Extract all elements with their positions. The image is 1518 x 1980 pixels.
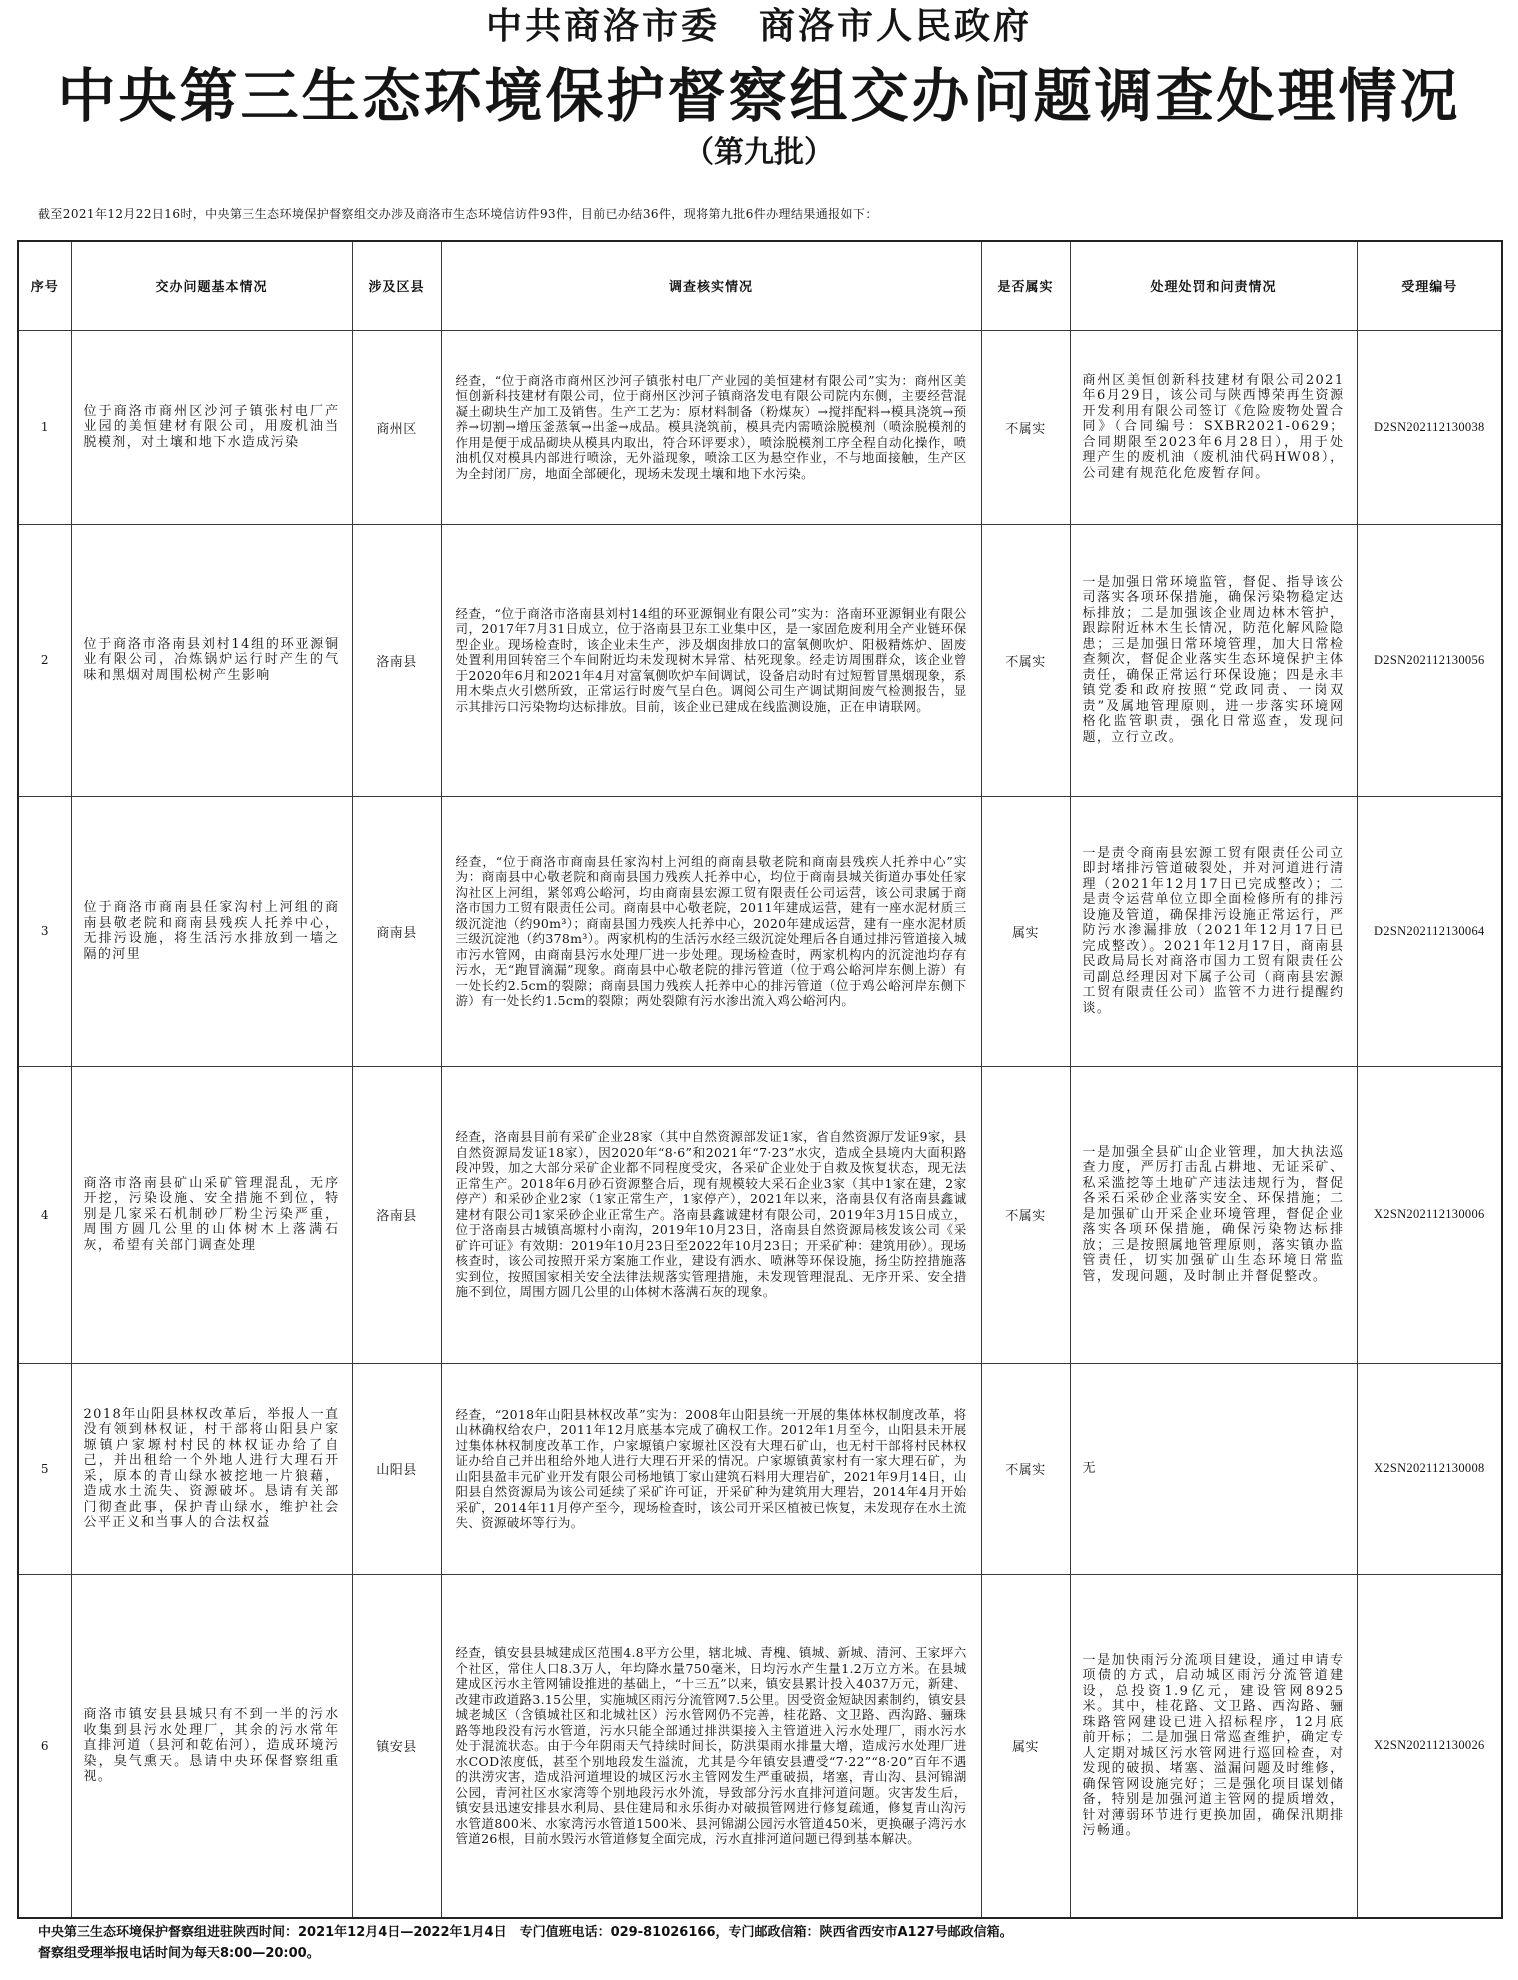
cell-case-no: X2SN202112130006 bbox=[1357, 1066, 1502, 1363]
intro-text: 截至2021年12月22日16时，中央第三生态环境保护督察组交办涉及商洛市生态环境信访件93件，目前已办结36件，现将第九批6件办理结果通报如下： bbox=[38, 207, 878, 221]
cell-district: 商南县 bbox=[352, 796, 441, 1066]
issue-text: 2018年山阳县林权改革后，举报人一直没有领到林权证，村干部将山阳县户家塬镇户家塬村村民的林权证办给了自己，并出租给一个外地人进行大理石开采，原本的青山绿水被挖地一片狼藉，造成水土流失、资源破坏。恳请有关部门彻查此事，保护青山绿水，维护社会公平正义和当事人的合法权益 bbox=[83, 1406, 340, 1530]
handling-text: 一是加快雨污分流项目建设，通过申请专项债的方式，启动城区雨污分流管道建设，总投资1.9亿元，建设管网8925米。其中，桂花路、文卫路、西沟路、骊珠路管网建设已进入招标程序，12月底前开标；二是加强日常巡查维护，确定专人定期对城区污水管网进行巡回检查，对发现的破损、堵塞、溢漏问题及时维修，确保管网设施完好；三是强化项目谋划储备，特别是加强河道主管网的提质增效，针对薄弱环节进行更换加固，确保汛期排污畅通。 bbox=[1082, 1652, 1345, 1839]
cell-case-no: X2SN202112130008 bbox=[1357, 1363, 1502, 1574]
cell-district: 洛南县 bbox=[352, 524, 441, 796]
table-row bbox=[18, 1363, 1502, 1574]
table-row bbox=[18, 524, 1502, 796]
cell-seq: 4 bbox=[18, 1066, 71, 1363]
cell-handling bbox=[1070, 524, 1357, 796]
cell-issue bbox=[71, 1574, 352, 1918]
handling-text: 一是加强全县矿山企业管理，加大执法巡查力度，严厉打击乱占耕地、无证采矿、私采滥挖等土地矿产违法违规行为，督促各采石采砂企业落实安全、环保措施；二是加强矿山开采企业环境管理，督促企业落实各项环保措施，确保污染物达标排放；三是按照属地管理原则，落实镇办监管责任，切实加强矿山生态环境日常监管，发现问题，及时制止并督促整改。 bbox=[1082, 1144, 1345, 1284]
cell-investigation bbox=[441, 796, 981, 1066]
investigation-text: 经查，“2018年山阳县林权改革”实为：2008年山阳县统一开展的集体林权制度改革，将山林确权给农户，2011年12月底基本完成了确权工作。2012年1月至今，山阳县未开展过集体林权制度改革工作，户家塬镇户家塬社区没有大理石矿山，也无村干部将村民林权证办给自己并出租给外地人进行大理石开采的情况。户家塬镇黄家村有一家大理石矿，为山阳县盈丰元矿业开发有限公司杨地镇丁家山建筑石料用大理岩矿，2021年9月14日，山阳县自然资源局为该公司延续了采矿许可证，开采矿种为建筑用大理岩，2014年4月开始采矿，2014年11月停产至今，现场检查时，该公司开采区植被已恢复，未发现存在水土流失、资源破坏等行为。 bbox=[455, 1406, 967, 1530]
cell-verified: 属实 bbox=[981, 796, 1070, 1066]
cell-verified: 属实 bbox=[981, 1574, 1070, 1918]
investigation-text: 经查，“位于商洛市商南县任家沟村上河组的商南县敬老院和商南县残疾人托养中心”实为：商南县中心敬老院和商南县国力残疾人托养中心，均位于商南县城关街道办事处任家沟社区上河组，紧邻鸡公峪河，均由商南县宏源工贸有限责任公司运营，该公司隶属于商洛市国力工贸有限责任公司。商南县中心敬老院，2011年建成运营，建有一座水泥材质三级沉淀池（约90m³）；商南县国力残疾人托养中心，2020年建成运营，建有一座水泥材质三级沉淀池（约378m³）。两家机构的生活污水经三级沉淀处理后各自通过排污管道接入城市污水管网，由商南县污水处理厂进一步处理。现场检查时，两家机构内的沉淀池均存有污水，无“跑冒滴漏”现象。商南县中心敬老院的排污管道（位于鸡公峪河岸东侧上游）有一处长约2.5cm的裂隙；商南县国力残疾人托养中心的排污管道（位于鸡公峪河岸东侧下游）有一处长约1.5cm的裂隙；两处裂隙有污水渗出流入鸡公峪河内。 bbox=[455, 853, 967, 1008]
cell-district: 山阳县 bbox=[352, 1363, 441, 1574]
footer-line-2: 督察组受理举报电话时间为每天8:00—20:00。 bbox=[38, 1946, 320, 1961]
issue-text: 位于商洛市商州区沙河子镇张村电厂产业园的美恒建材有限公司，用废机油当脱模剂，对土壤和地下水造成污染 bbox=[83, 403, 340, 450]
cell-seq: 3 bbox=[18, 796, 71, 1066]
header-handling: 处理处罚和问责情况 bbox=[1070, 241, 1357, 330]
cell-case-no: D2SN202112130038 bbox=[1357, 330, 1502, 524]
cell-handling bbox=[1070, 330, 1357, 524]
cell-case-no: X2SN202112130026 bbox=[1357, 1574, 1502, 1918]
cell-handling bbox=[1070, 1363, 1357, 1574]
cell-issue bbox=[71, 330, 352, 524]
cell-verified: 不属实 bbox=[981, 1066, 1070, 1363]
table-row bbox=[18, 1574, 1502, 1918]
cell-issue bbox=[71, 1363, 352, 1574]
handling-text: 一是责令商南县宏源工贸有限责任公司立即封堵排污管道破裂处，并对河道进行清理（2021年12月17日已完成整改）；二是责令运营单位立即全面检修所有的排污设施及管道，确保排污设施正常运行，严防污水渗漏排放（2021年12月17日已完成整改）。2021年12月17日，商南县民政局局长对商洛市国力工贸有限责任公司副总经理因对下属子公司（商南县宏源工贸有限责任公司）监管不力进行提醒约谈。 bbox=[1082, 845, 1345, 1016]
cell-investigation bbox=[441, 330, 981, 524]
cell-handling bbox=[1070, 1574, 1357, 1918]
investigation-text: 经查，“位于商洛市洛南县刘村14组的环亚源铜业有限公司”实为：洛南环亚源铜业有限公司，2017年7月31日成立，位于洛南县卫东工业集中区，是一家固危废利用全产业链环保型企业。现场检查时，该企业未生产，涉及烟囱排放口的富氧侧吹炉、阳极精炼炉、固废处置利用回转窑三个车间附近均未发现树木异常、枯死现象。经走访周围群众，该企业曾于2020年6月和2021年4月对富氧侧吹炉车间调试，设备启动时有过短暂冒黑烟现象，系用木柴点火引燃所致，正常运行时废气呈白色。调阅公司生产调试期间废气检测报告，显示其排污口污染物均达标排放。目前，该企业已建成在线监测设施，正在申请联网。 bbox=[455, 605, 967, 714]
cell-seq: 1 bbox=[18, 330, 71, 524]
issue-text: 位于商洛市洛南县刘村14组的环亚源铜业有限公司，冶炼锅炉运行时产生的气味和黑烟对周围松树产生影响 bbox=[83, 636, 340, 683]
table-row bbox=[18, 796, 1502, 1066]
cell-handling bbox=[1070, 1066, 1357, 1363]
batch-label: （第九批） bbox=[684, 135, 834, 170]
cell-issue bbox=[71, 1066, 352, 1363]
cell-issue bbox=[71, 796, 352, 1066]
cell-seq: 6 bbox=[18, 1574, 71, 1918]
cell-investigation bbox=[441, 1574, 981, 1918]
header-investigation: 调查核实情况 bbox=[441, 241, 981, 330]
issue-text: 商洛市镇安县县城只有不到一半的污水收集到县污水处理厂，其余的污水常年直排河道（县河和乾佑河），造成环境污染，臭气熏天。恳请中央环保督察组重视。 bbox=[83, 1707, 340, 1784]
investigation-text: 经查，“位于商洛市商州区沙河子镇张村电厂产业园的美恒建材有限公司”实为：商州区美恒创新科技建材有限公司，位于商州区沙河子镇商洛发电有限公司院内东侧，主要经营混凝土砌块生产加工及销售。生产工艺为：原材料制备（粉煤灰）→搅拌配料→模具浇筑→预养→切割→增压釜蒸氧→出釜→成品。模具浇筑前，模具壳内需喷涂脱模剂（喷涂脱模剂的作用是便于成品砌块从模具内取出，符合环评要求），喷涂脱模剂工序全程自动化操作，喷油机仅对模具内部进行喷涂，无外溢现象，喷涂工区为悬空作业，不与地面接触，生产区为全封闭厂房，地面全部硬化，现场未发现土壤和地下水污染。 bbox=[455, 372, 967, 481]
table-row bbox=[18, 330, 1502, 524]
issue-text: 商洛市洛南县矿山采矿管理混乱，无序开挖，污染设施、安全措施不到位，特别是几家采石机制砂厂粉尘污染严重，周围方圆几公里的山体树木上落满石灰，希望有关部门调查处理 bbox=[83, 1175, 340, 1253]
cell-case-no: D2SN202112130064 bbox=[1357, 796, 1502, 1066]
table-header-row bbox=[18, 241, 1502, 330]
header-issue: 交办问题基本情况 bbox=[71, 241, 352, 330]
cell-investigation bbox=[441, 1363, 981, 1574]
cell-district: 洛南县 bbox=[352, 1066, 441, 1363]
header-case-no: 受理编号 bbox=[1357, 241, 1502, 330]
cell-verified: 不属实 bbox=[981, 330, 1070, 524]
cell-investigation bbox=[441, 524, 981, 796]
cell-verified: 不属实 bbox=[981, 1363, 1070, 1574]
footer-line-1: 中央第三生态环境保护督察组进驻陕西时间：2021年12月4日—2022年1月4日 专门值班电话：029-81026166，专门邮政信箱：陕西省西安市A127号邮政信箱。 bbox=[38, 1925, 1013, 1940]
investigation-text: 经查，洛南县目前有采矿企业28家（其中自然资源部发证1家，省自然资源厅发证9家，县自然资源局发证18家），因2020年“8·6”和2021年“7·23”水灾，造成全县境内大面积路段冲毁，加之大部分采矿企业都不同程度受灾，各采矿企业处于自救及恢复状态，现无法正常生产。2018年6月砂石资源整合后，现有规模较大采石企业3家（其中1家在建，2家停产）和采砂企业2家（1家正常生产，1家停产），2021年以来，洛南县仅有洛南县鑫诚建材有限公司1家采砂企业正常生产。洛南县鑫诚建材有限公司，2019年3月15日成立，位于洛南县古城镇高塬村小南沟，2019年10月23日，洛南县自然资源局核发该公司《采矿许可证》有效期：2019年10月23日至2022年10月23日；开采矿种：建筑用砂）。现场核查时，该公司按照开采方案施工作业，建设有洒水、喷淋等环保设施，扬尘防控措施落实到位，按照国家相关安全法律法规落实管理措施，未发现管理混乱、无序开采、安全措施不到位，周围方圆几公里的山体树木落满石灰的现象。 bbox=[455, 1129, 967, 1300]
issue-text: 位于商洛市商南县任家沟村上河组的商南县敬老院和商南县残疾人托养中心，无排污设施，将生活污水排放到一墙之隔的河里 bbox=[83, 900, 340, 962]
handling-text: 无 bbox=[1082, 1460, 1097, 1476]
cell-handling bbox=[1070, 796, 1357, 1066]
publisher-line: 中共商洛市委 商洛市人民政府 bbox=[485, 5, 1032, 47]
page-title: 中央第三生态环境保护督察组交办问题调查处理情况 bbox=[57, 62, 1461, 130]
cell-district: 镇安县 bbox=[352, 1574, 441, 1918]
cases-table bbox=[17, 240, 1503, 1919]
table-row bbox=[18, 1066, 1502, 1363]
cell-verified: 不属实 bbox=[981, 524, 1070, 796]
cell-issue bbox=[71, 524, 352, 796]
handling-text: 商州区美恒创新科技建材有限公司2021年6月29日，该公司与陕西博荣再生资源开发利用有限公司签订《危险废物处置合同》（合同编号：SXBR2021-0629；合同期限至2023年6月28日），用于处理产生的废机油（废机油代码HW08），公司建有规范化危废暂存间。 bbox=[1082, 372, 1345, 481]
handling-text: 一是加强日常环境监管，督促、指导该公司落实各项环保措施，确保污染物稳定达标排放；二是加强该企业周边林木管护，跟踪附近林木生长情况，防范化解风险隐患；三是加强日常环境管理，加大日常检查频次，督促企业落实生态环境保护主体责任，确保正常运行环保设施；四是永丰镇党委和政府按照“党政同责、一岗双责”及属地管理原则，进一步落实环境网格化监管职责，强化日常巡查，发现问题，立行立改。 bbox=[1082, 574, 1345, 745]
header-seq: 序号 bbox=[18, 241, 71, 330]
cell-seq: 2 bbox=[18, 524, 71, 796]
cell-investigation bbox=[441, 1066, 981, 1363]
header-verified: 是否属实 bbox=[981, 241, 1070, 330]
cell-case-no: D2SN202112130056 bbox=[1357, 524, 1502, 796]
header-district: 涉及区县 bbox=[352, 241, 441, 330]
cell-seq: 5 bbox=[18, 1363, 71, 1574]
investigation-text: 经查，镇安县县城建成区范围4.8平方公里，辖北城、青槐、镇城、新城、清河、王家坪六个社区，常住人口8.3万人，年均降水量750毫米，日均污水产生量1.2万立方米。在县城建成区污水主管网铺设推进的基础上，“十三五”以来，镇安县累计投入4037万元，新建、改建市政道路3.15公里，实施城区雨污分流管网7.5公里。因受资金短缺因素制约，镇安县城老城区（含镇城社区和北城社区）污水管网仍不完善，桂花路、文卫路、西沟路、骊珠路等地段没有污水管道，污水只能全部通过排洪渠接入主管道进入污水处理厂，雨水污水处于混流状态。由于今年阴雨天气持续时间长，防洪渠雨水排量大增，造成污水处理厂进水COD浓度低，甚至个别地段发生溢流，尤其是今年镇安县遭受“7·22”“8·20”百年不遇的洪涝灾害，造成沿河道埋设的城区污水主管网发生严重破损，堵塞，青山沟、县河锦湖公园，青河社区水家湾等个别地段污水外流，导致部分污水直排河道问题。灾害发生后，镇安县迅速安排县水利局、县住建局和永乐街办对破损管网进行修复疏通，修复青山沟污水管道800米、水家湾污水管道1500米、县河锦湖公园污水管道450米，更换碾子湾污水管道26根，目前水毁污水管道修复全面完成，污水直排河道问题已得到基本解决。 bbox=[455, 1645, 967, 1846]
cell-district: 商州区 bbox=[352, 330, 441, 524]
